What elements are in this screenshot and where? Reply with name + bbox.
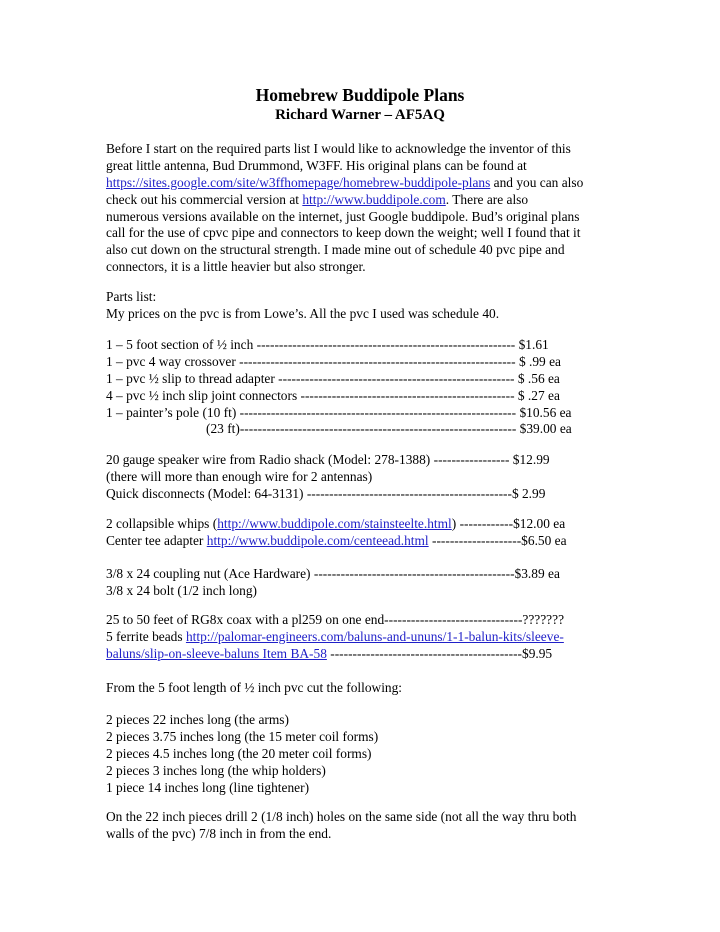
list-item: Quick disconnects (Model: 64-3131) ----------------------------------------------$ 2.99 (106, 485, 546, 501)
buddipole-link[interactable]: http://www.buddipole.com (302, 191, 446, 207)
ferrite-link[interactable]: http://palomar-engineers.com/baluns-and-ununs/1-1-balun-kits/sleeve- (185, 628, 564, 644)
list-item: 1 piece 14 inches long (line tightener) (106, 779, 310, 795)
list-item: Center tee adapter http://www.buddipole.com/centeead.html --------------------$6.50 ea (106, 532, 567, 548)
cut-intro-text: From the 5 foot length of ½ inch pvc cut the following: (106, 680, 403, 695)
parts-list-heading: Parts list: (106, 289, 157, 304)
intro-paragraph (106, 141, 626, 276)
intro-line: great little antenna, Bud Drummond, W3FF. His original plans can be found at (106, 157, 527, 173)
w3ff-plans-link[interactable]: https://sites.google.com/site/w3ffhomepage/homebrew-buddipole-plans (106, 174, 491, 190)
list-item: (23 ft)-------------------------------------------------------------- $39.00 ea (206, 421, 572, 437)
cut-intro (106, 680, 626, 697)
intro-line: connectors, it is a little heavier but also stronger. (106, 259, 366, 275)
list-item: 2 collapsible whips (http://www.buddipole.com/stainsteelte.html) ------------$12.00 ea (106, 516, 566, 531)
intro-line: also cut down on the structural strength. I made mine out of schedule 40 pvc pipe and (106, 242, 565, 258)
list-item: 1 – pvc 4 way crossover -------------------------------------------------------------- $ .99 ea (106, 353, 561, 369)
pvc-parts-list (106, 337, 626, 438)
paragraph-line: walls of the pvc) 7/8 inch in from the end. (106, 825, 332, 841)
document-author: Richard Warner – AF5AQ (275, 107, 445, 123)
ferrite-link-continued[interactable]: baluns/slip-on-sleeve-baluns Item BA-58 (106, 645, 327, 661)
wire-parts (106, 452, 626, 503)
list-item: baluns/slip-on-sleeve-baluns Item BA-58 -------------------------------------------$9.95 (106, 645, 553, 661)
center-tee-link[interactable]: http://www.buddipole.com/centeead.html (206, 532, 429, 548)
list-item: 3/8 x 24 bolt (1/2 inch long) (106, 582, 258, 598)
document-title: Homebrew Buddipole Plans (255, 85, 465, 105)
intro-line: call for the use of cpvc pipe and connectors to keep down the weight; well I found that it (106, 225, 581, 241)
list-item: 5 ferrite beads http://palomar-engineers.com/baluns-and-ununs/1-1-balun-kits/sleeve- (106, 628, 564, 644)
list-item: 25 to 50 feet of RG8x coax with a pl259 on one end-------------------------------??????? (106, 612, 565, 627)
list-item: (there will more than enough wire for 2 antennas) (106, 468, 373, 484)
intro-line: Before I start on the required parts list I would like to acknowledge the inventor of this (106, 141, 571, 156)
list-item: 2 pieces 22 inches long (the arms) (106, 712, 289, 727)
list-item: 2 pieces 3 inches long (the whip holders) (106, 762, 326, 778)
intro-line: numerous versions available on the internet, just Google buddipole. Bud’s original plans (106, 208, 580, 224)
parts-list-header-block (106, 289, 626, 323)
list-item: 2 pieces 3.75 inches long (the 15 meter coil forms) (106, 728, 379, 744)
intro-line: https://sites.google.com/site/w3ffhomepage/homebrew-buddipole-plans and you can also (106, 174, 584, 190)
intro-line: check out his commercial version at http://www.buddipole.com. There are also (106, 191, 529, 207)
paragraph-line: On the 22 inch pieces drill 2 (1/8 inch) holes on the same side (not all the way thru both (106, 809, 577, 824)
list-item: 1 – pvc ½ slip to thread adapter ----------------------------------------------------- $ .56 ea (106, 370, 560, 386)
hardware-parts (106, 566, 626, 600)
list-item: 20 gauge speaker wire from Radio shack (Model: 278-1388) ----------------- $12.99 (106, 452, 550, 467)
cut-list (106, 712, 626, 796)
coax-parts (106, 612, 626, 663)
list-item: 1 – 5 foot section of ½ inch ---------------------------------------------------------- $1.61 (106, 337, 549, 352)
whips-link[interactable]: http://www.buddipole.com/stainsteelte.html (217, 516, 452, 531)
list-item: 1 – painter’s pole (10 ft) -------------------------------------------------------------- $10.56 ea (106, 404, 572, 420)
drill-instructions (106, 809, 626, 843)
list-item: 3/8 x 24 coupling nut (Ace Hardware) ---------------------------------------------$3.89 ea (106, 566, 560, 581)
list-item: 4 – pvc ½ inch slip joint connectors ------------------------------------------------ $ .27 ea (106, 387, 560, 403)
prices-note: My prices on the pvc is from Lowe’s. All the pvc I used was schedule 40. (106, 305, 500, 321)
whip-parts (106, 516, 626, 550)
list-item: 2 pieces 4.5 inches long (the 20 meter coil forms) (106, 745, 372, 761)
